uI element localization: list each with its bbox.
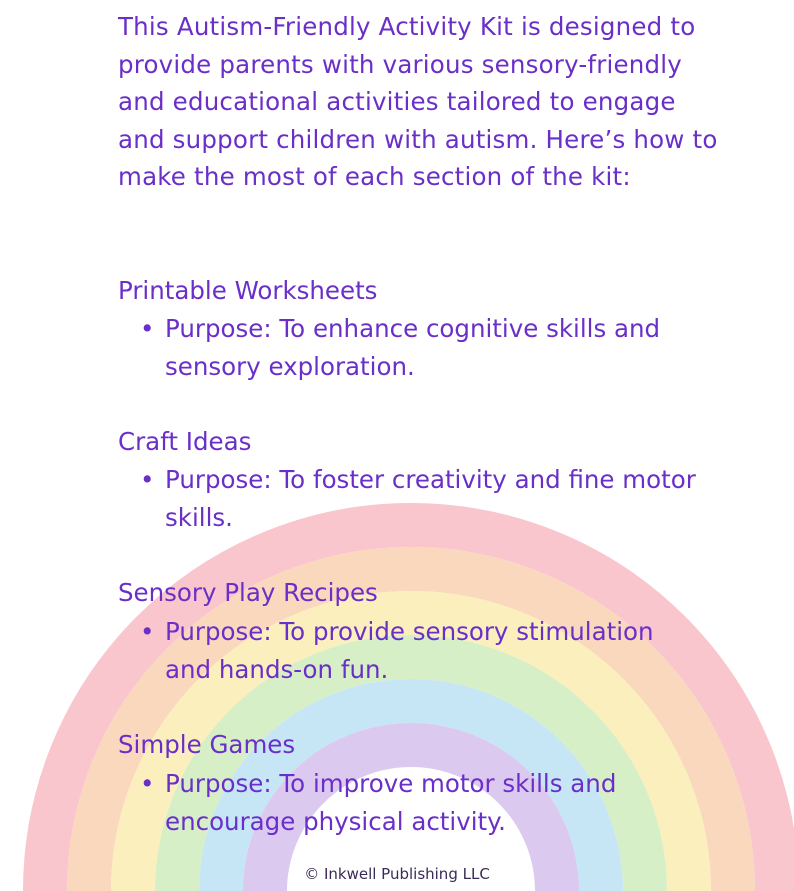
bullet-text: Purpose: To enhance cognitive skills and sensory exploration. bbox=[165, 314, 661, 381]
section-title-sensory-play-recipes: Sensory Play Recipes bbox=[118, 578, 378, 607]
bullet-dot: • bbox=[140, 314, 155, 343]
section-bullet-sensory-play-recipes bbox=[140, 613, 700, 688]
bullet-text: Purpose: To foster creativity and fine motor skills. bbox=[165, 465, 696, 532]
bullet-dot: • bbox=[140, 465, 155, 494]
section-bullet-craft-ideas bbox=[140, 461, 700, 536]
section-title-simple-games: Simple Games bbox=[118, 730, 296, 759]
bullet-dot: • bbox=[140, 617, 155, 646]
section-bullet-simple-games bbox=[140, 765, 700, 840]
section-title-craft-ideas: Craft Ideas bbox=[118, 427, 252, 456]
bullet-dot: • bbox=[140, 769, 155, 798]
intro-paragraph: This Autism-Friendly Activity Kit is designed to provide parents with various sensory-friendly and educational activities tailored to engage and support children with autism. Here’s how to make the most of each section of the kit: bbox=[118, 12, 718, 191]
copyright-notice: © Inkwell Publishing LLC bbox=[304, 865, 490, 883]
bullet-text: Purpose: To improve motor skills and encourage physical activity. bbox=[165, 769, 617, 836]
section-title-printable-worksheets: Printable Worksheets bbox=[118, 276, 378, 305]
section-bullet-printable-worksheets bbox=[140, 310, 700, 385]
bullet-text: Purpose: To provide sensory stimulation and hands-on fun. bbox=[165, 617, 654, 684]
